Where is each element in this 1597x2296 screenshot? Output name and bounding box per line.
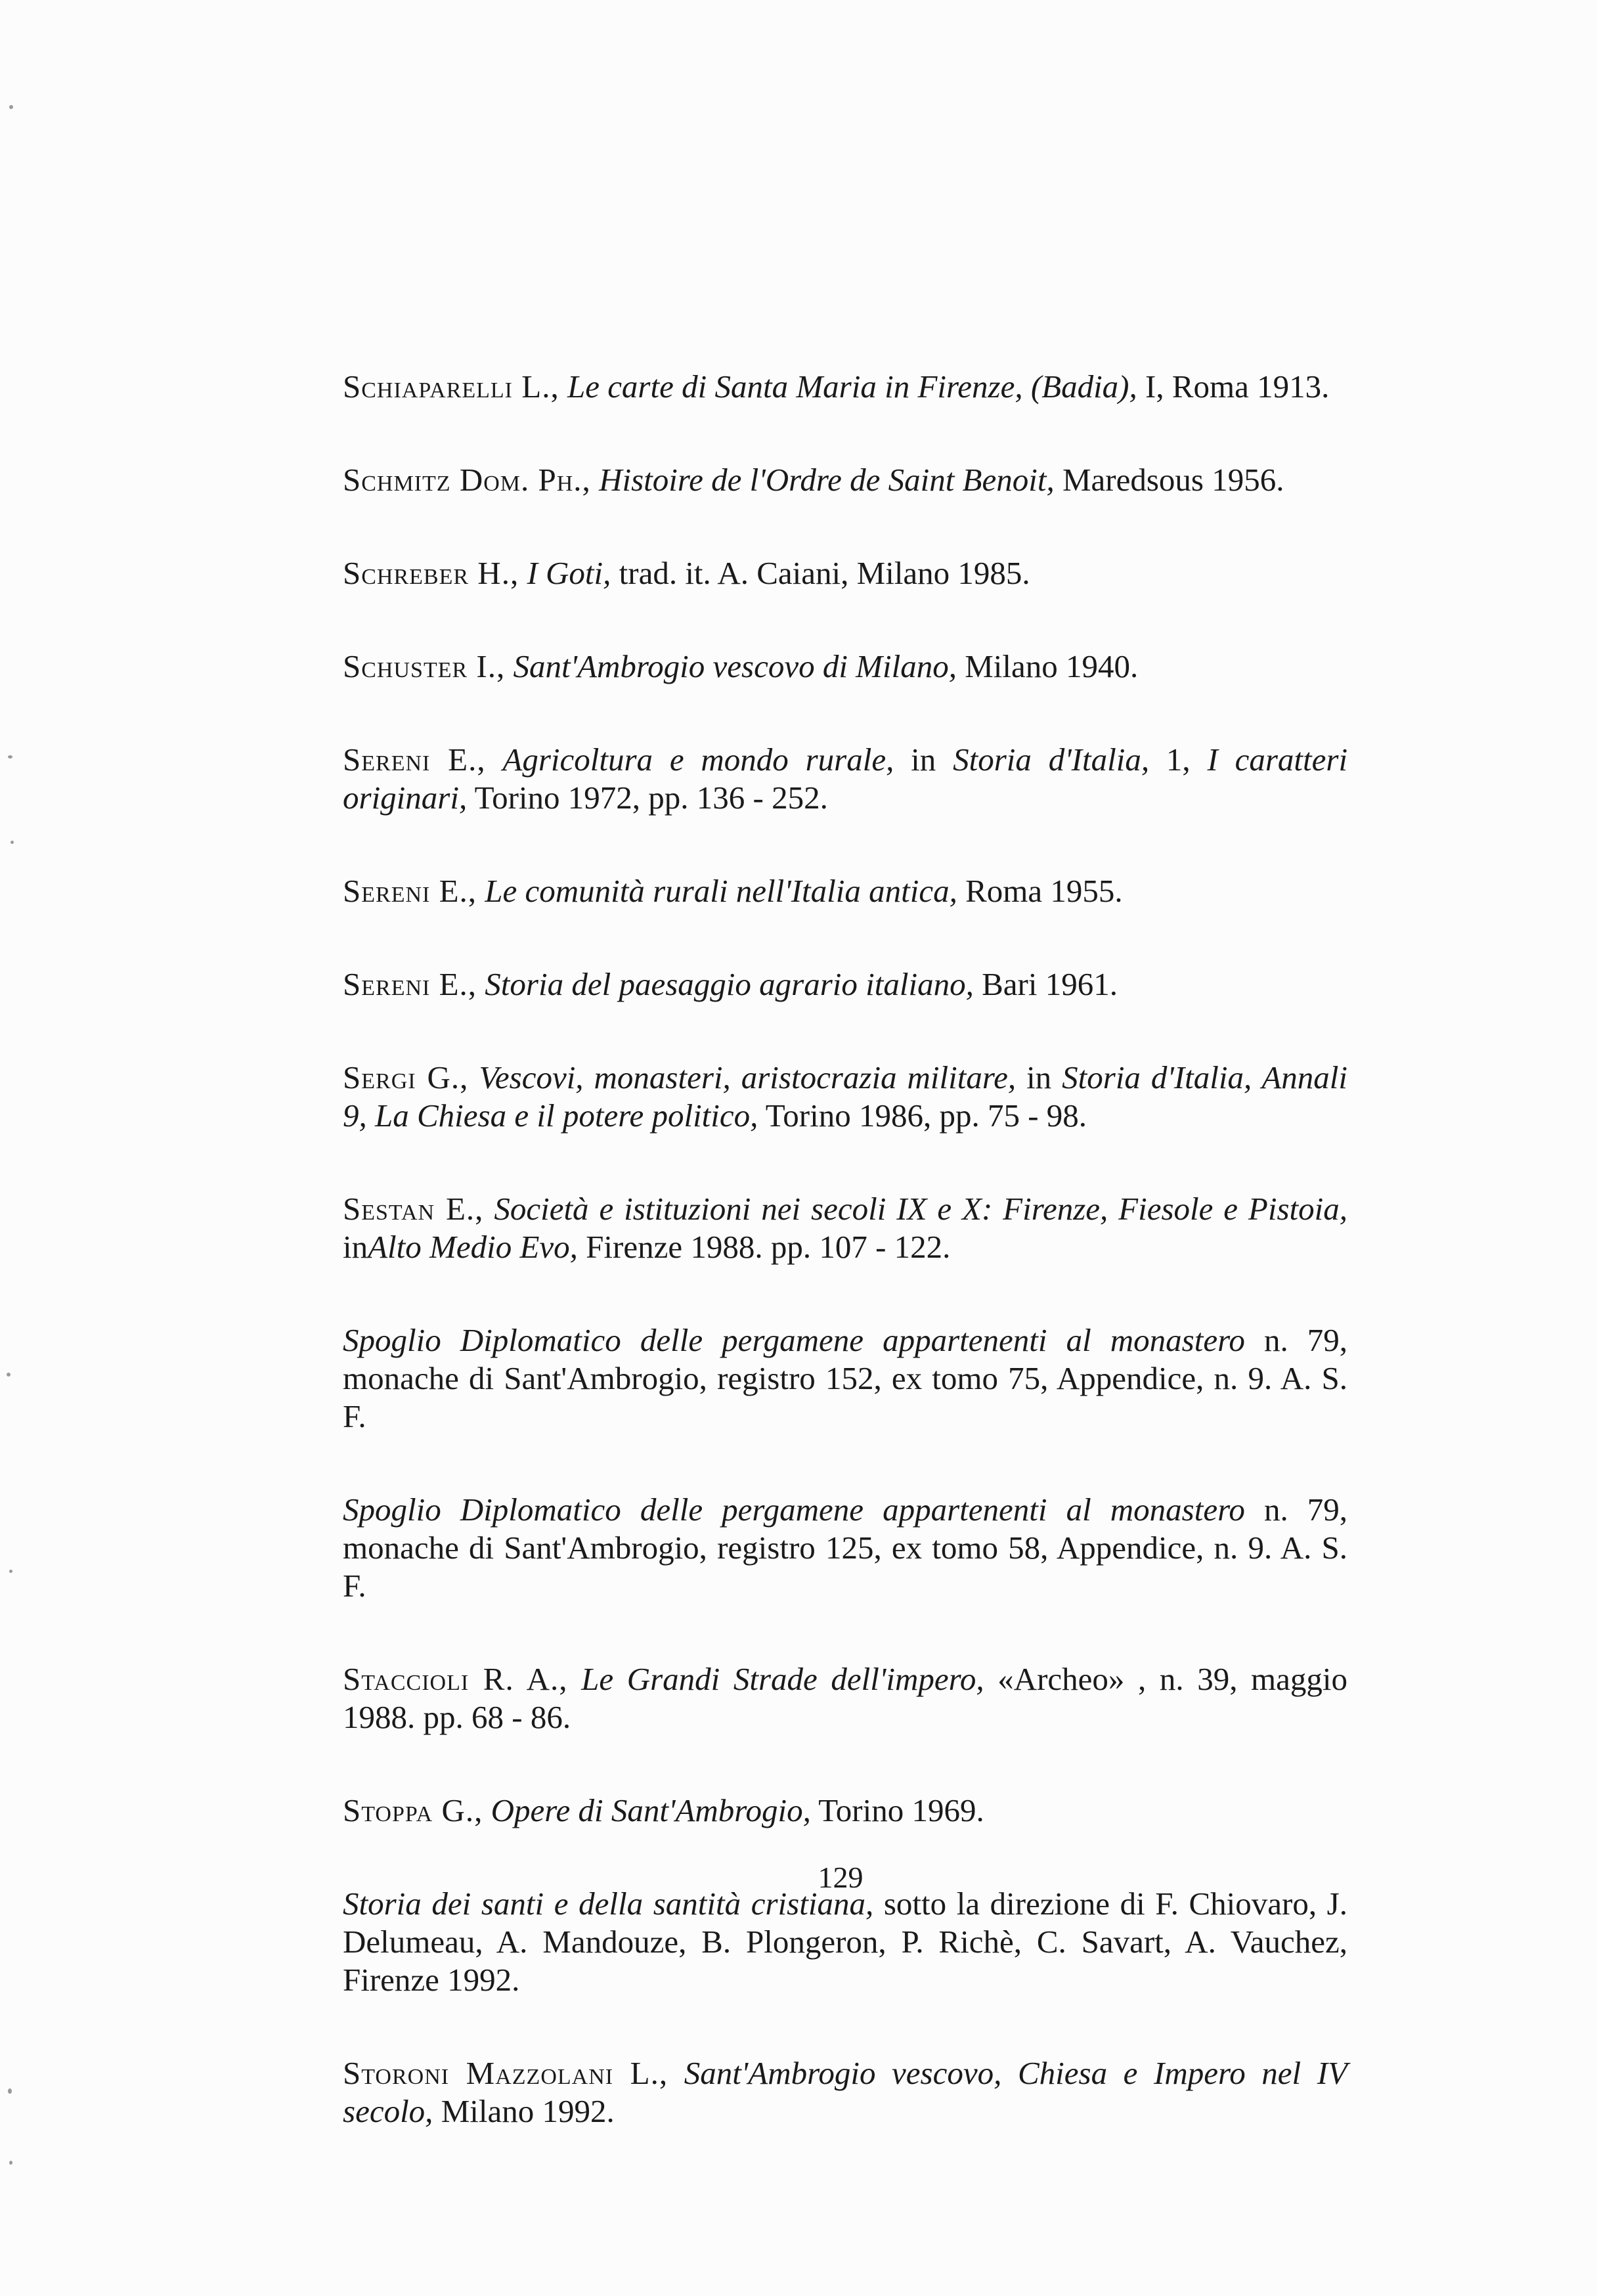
entry-details: Roma 1955.: [965, 873, 1123, 909]
entry-details: Milano 1992.: [441, 2093, 615, 2129]
entry-title: Le Grandi Strade dell'impero,: [581, 1661, 984, 1697]
bibliography-entry: [343, 1885, 1347, 1999]
entry-details: Torino 1969.: [818, 1792, 984, 1828]
bibliography-entry: [343, 1321, 1347, 1436]
entry-connector: in: [1026, 1059, 1052, 1095]
entry-author: Schiaparelli L.,: [343, 368, 559, 405]
entry-volume: 1,: [1166, 741, 1191, 778]
entry-title: Storia dei santi e della santità cristiana,: [343, 1886, 874, 1922]
entry-author: Sestan E.,: [343, 1191, 484, 1227]
entry-details: n. 79, monache di Sant'Ambrogio, registro 125, ex tomo 58, Appendice, n. 9. A. S. F.: [343, 1491, 1348, 1604]
bibliography-entry: [343, 965, 1347, 1004]
page-number: 129: [818, 1861, 864, 1894]
bibliography-entry: [343, 648, 1347, 686]
entry-series-title: Alto Medio Evo,: [368, 1229, 578, 1265]
entry-title: I Goti,: [527, 555, 611, 591]
scan-speck: [9, 105, 13, 109]
bibliography-entry: [343, 1190, 1347, 1266]
entry-author: Sereni E.,: [343, 873, 477, 909]
entry-author: Staccioli R. A.,: [343, 1661, 568, 1697]
entry-connector: in: [911, 741, 936, 778]
entry-author: Schmitz Dom. Ph.,: [343, 462, 591, 498]
entry-volume-title: I caratteri originari,: [343, 741, 1348, 816]
entry-author: Schreber H.,: [343, 555, 519, 591]
entry-author: Sereni E.,: [343, 966, 477, 1002]
entry-title: Spoglio Diplomatico delle pergamene appartenenti al monastero: [343, 1322, 1245, 1358]
bibliography-entry: [343, 1491, 1347, 1605]
entry-details: «Archeo» , n. 39, maggio 1988. pp. 68 - 86.: [343, 1661, 1348, 1735]
scan-speck: [7, 1373, 11, 1377]
bibliography-entry: [343, 368, 1347, 406]
bibliography-entry: [343, 741, 1347, 817]
entry-title: Società e istituzioni nei secoli IX e X: Firenze, Fiesole e Pistoia,: [494, 1191, 1348, 1227]
entry-author: Sereni E.,: [343, 741, 486, 778]
bibliography-entry: [343, 1059, 1347, 1135]
entry-details: Maredsous 1956.: [1062, 462, 1284, 498]
entry-details: Bari 1961.: [982, 966, 1118, 1002]
entry-author: Schuster I.,: [343, 648, 506, 684]
bibliography-entry: [343, 554, 1347, 592]
bibliography-entry: [343, 1792, 1347, 1830]
entry-title: Le carte di Santa Maria in Firenze, (Badia),: [567, 368, 1137, 405]
entry-series-title: Storia d'Italia,: [953, 741, 1150, 778]
entry-author: Storoni Mazzolani L.,: [343, 2055, 668, 2091]
scan-speck: [8, 755, 12, 759]
entry-details: trad. it. A. Caiani, Milano 1985.: [619, 555, 1030, 591]
entry-title: Histoire de l'Ordre de Saint Benoit,: [599, 462, 1055, 498]
entry-details: Torino 1972, pp. 136 - 252.: [474, 780, 828, 816]
entry-title: Vescovi, monasteri, aristocrazia militare,: [479, 1059, 1017, 1095]
entry-author: Stoppa G.,: [343, 1792, 483, 1828]
entry-title: Storia del paesaggio agrario italiano,: [485, 966, 974, 1002]
entry-series-title: Storia d'Italia, Annali 9, La Chiesa e il potere politico,: [343, 1059, 1347, 1134]
entry-details: I, Roma 1913.: [1145, 368, 1330, 405]
scan-speck: [8, 2088, 12, 2094]
entry-details: sotto la direzione di F. Chiovaro, J. Delumeau, A. Mandouze, B. Plongeron, P. Richè, C. Savart, A. Vauchez, Firenze 1992.: [343, 1886, 1348, 1998]
entry-title: Opere di Sant'Ambrogio,: [491, 1792, 811, 1828]
entry-title: Spoglio Diplomatico delle pergamene appartenenti al monastero: [343, 1491, 1245, 1528]
scan-speck: [11, 841, 14, 844]
entry-title: Le comunità rurali nell'Italia antica,: [485, 873, 957, 909]
entry-title: Agricoltura e mondo rurale,: [502, 741, 894, 778]
entry-connector: in: [343, 1229, 368, 1265]
bibliography-entry: [343, 1660, 1347, 1736]
bibliography-list: [343, 368, 1347, 2186]
entry-details: Torino 1986, pp. 75 - 98.: [765, 1097, 1087, 1134]
scan-speck: [9, 1570, 12, 1573]
entry-details: n. 79, monache di Sant'Ambrogio, registro 152, ex tomo 75, Appendice, n. 9. A. S. F.: [343, 1322, 1348, 1434]
bibliography-entry: [343, 872, 1347, 910]
entry-title: Sant'Ambrogio vescovo di Milano,: [513, 648, 957, 684]
scan-speck: [9, 2161, 12, 2165]
entry-title: Sant'Ambrogio vescovo, Chiesa e Impero nel IV secolo,: [343, 2055, 1347, 2129]
bibliography-entry: [343, 461, 1347, 499]
entry-details: Firenze 1988. pp. 107 - 122.: [586, 1229, 951, 1265]
entry-details: Milano 1940.: [965, 648, 1139, 684]
entry-author: Sergi G.,: [343, 1059, 469, 1095]
bibliography-entry: [343, 2054, 1347, 2130]
